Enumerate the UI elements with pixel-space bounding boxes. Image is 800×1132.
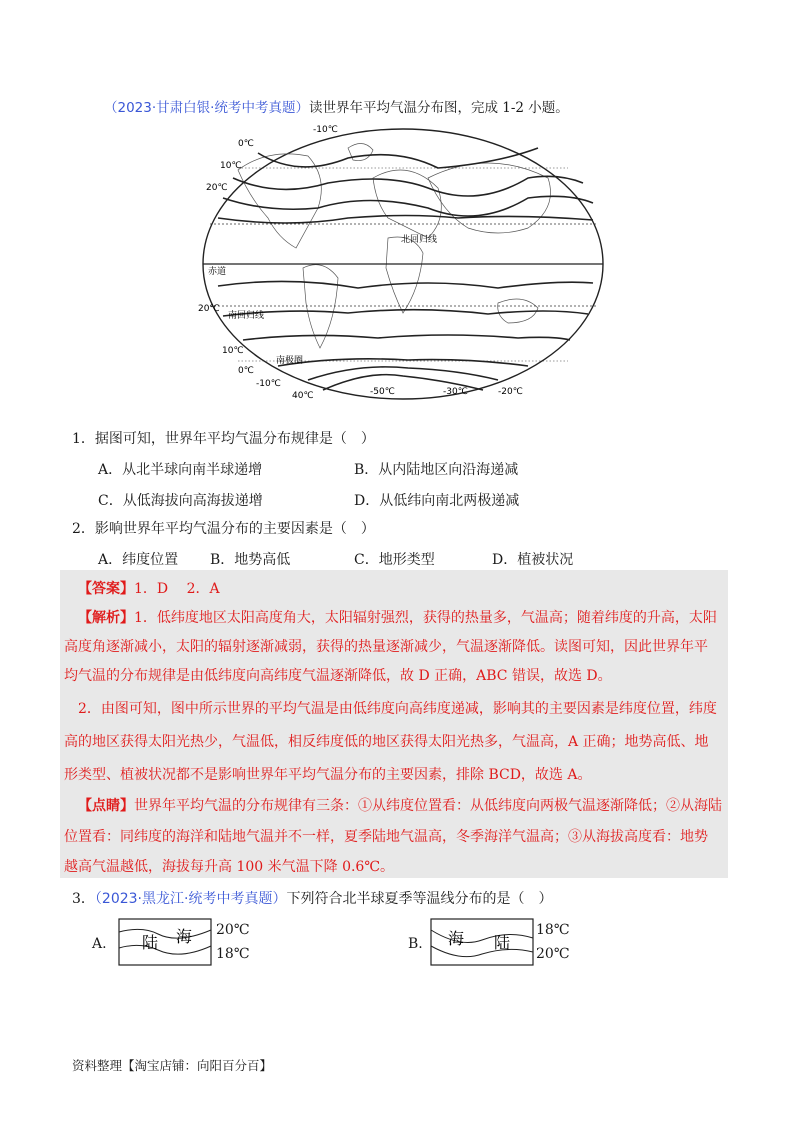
question-intro (104, 96, 569, 116)
q3-option-b-diagram (430, 918, 534, 966)
map-label-n20: 20℃ (206, 183, 228, 193)
question-3-stem (72, 888, 552, 908)
q2-option-a[interactable]: A．纬度位置 (98, 552, 179, 568)
map-label-sm10: -10℃ (256, 379, 281, 389)
tip-line-2: 位置看：同纬度的海洋和陆地气温并不一样，夏季陆地气温高，冬季海洋气温高；③从海拔高度看：地势 (64, 829, 708, 845)
q3-b-top-temp: 18℃ (536, 922, 570, 938)
q3-option-a-diagram (118, 918, 212, 966)
answer-line (78, 578, 220, 598)
map-label-s20: 20℃ (198, 304, 220, 314)
answer-tag: 【答案】 (78, 581, 134, 597)
map-label-equator: 赤道 (208, 267, 227, 277)
q3-option-a[interactable] (92, 918, 262, 978)
tip-tag: 【点睛】 (78, 798, 134, 814)
q3-source: （2023·黑龙江·统考中考真题） (94, 891, 287, 907)
q1-option-d[interactable]: D．从低纬向南北两极递减 (354, 493, 520, 509)
map-label-tropic-s: 南回归线 (228, 311, 265, 321)
q3-a-land: 陆 (142, 933, 159, 952)
q3-b-sea: 海 (448, 929, 465, 948)
question-2-stem: 2．影响世界年平均气温分布的主要因素是（ ） (72, 521, 375, 537)
q2-option-b[interactable]: B．地势高低 (210, 552, 291, 568)
map-label-b20: -20℃ (498, 387, 523, 397)
analysis-line-1: 【解析】1．低纬度地区太阳高度角大，太阳辐射强烈，获得的热量多，气温高；随着纬度的升高，太阳 (78, 610, 717, 626)
analysis-line-6: 形类型、植被状况都不是影响世界年平均气温分布的主要因素，排除 BCD，故选 A。 (64, 767, 592, 783)
intro-text: 读世界年平均气温分布图，完成 1-2 小题。 (308, 100, 569, 116)
q3-option-b[interactable] (408, 918, 578, 978)
analysis-line-3: 均气温的分布规律是由低纬度向高纬度气温逐渐降低，故 D 正确，ABC 错误，故选 D。 (64, 668, 612, 684)
q3-text: 下列符合北半球夏季等温线分布的是（ ） (286, 891, 553, 907)
map-label-n10: 10℃ (220, 161, 242, 171)
q1-option-c[interactable]: C．从低海拔向高海拔递增 (98, 493, 263, 509)
q3-number: 3． (72, 891, 95, 907)
q3-a-top-temp: 20℃ (216, 922, 250, 938)
question-source: （2023·甘肃白银·统考中考真题） (104, 100, 309, 116)
map-label-s0: 0℃ (238, 366, 254, 376)
q1-option-b[interactable]: B．从内陆地区向沿海递减 (354, 462, 519, 478)
analysis-tag: 【解析】 (78, 610, 134, 626)
map-label-tropic-n: 北回归线 (401, 235, 438, 245)
world-temperature-map (198, 118, 608, 400)
answer-text: 1．D 2．A (134, 581, 220, 597)
q3-option-a-letter: A. (92, 936, 107, 952)
q2-option-c[interactable]: C．地形类型 (354, 552, 435, 568)
map-label-polar-s: 南极圈 (276, 356, 304, 366)
q1-option-a[interactable]: A．从北半球向南半球递增 (98, 462, 263, 478)
q3-option-b-letter: B. (408, 936, 423, 952)
map-label-b50: -50℃ (370, 387, 395, 397)
tip-line-3: 越高气温越低，海拔每升高 100 米气温下降 0.6℃。 (64, 859, 394, 875)
map-label-n0: 0℃ (238, 139, 254, 149)
question-1-stem: 1．据图可知，世界年平均气温分布规律是（ ） (72, 431, 375, 447)
map-label-b30: -30℃ (443, 387, 468, 397)
footer-note: 资料整理【淘宝店铺：向阳百分百】 (72, 1058, 273, 1073)
tip-line-1: 【点睛】世界年平均气温的分布规律有三条：①从纬度位置看：从低纬度向两极气温逐渐降低；②从海陆 (78, 798, 722, 814)
q3-b-bottom-temp: 20℃ (536, 946, 570, 962)
q3-a-sea: 海 (176, 927, 193, 946)
analysis-line-5: 高的地区获得太阳光热少，气温低，相反纬度低的地区获得太阳光热多，气温高，A 正确；地势高低、地 (64, 734, 709, 750)
q3-a-bottom-temp: 18℃ (216, 946, 250, 962)
analysis-line-4: 2．由图可知，图中所示世界的平均气温是由低纬度向高纬度递减，影响其的主要因素是纬度位置，纬度 (78, 701, 717, 717)
q3-b-land: 陆 (494, 933, 511, 952)
map-label-top: -10℃ (313, 125, 338, 135)
map-label-s10: 10℃ (222, 346, 244, 356)
map-label-b40: 40℃ (292, 391, 314, 400)
q2-option-d[interactable]: D．植被状况 (492, 552, 574, 568)
analysis-line-2: 高度角逐渐减小，太阳的辐射逐渐减弱，获得的热量逐渐减少，气温逐渐降低。读图可知，因此世界年平 (64, 639, 708, 655)
